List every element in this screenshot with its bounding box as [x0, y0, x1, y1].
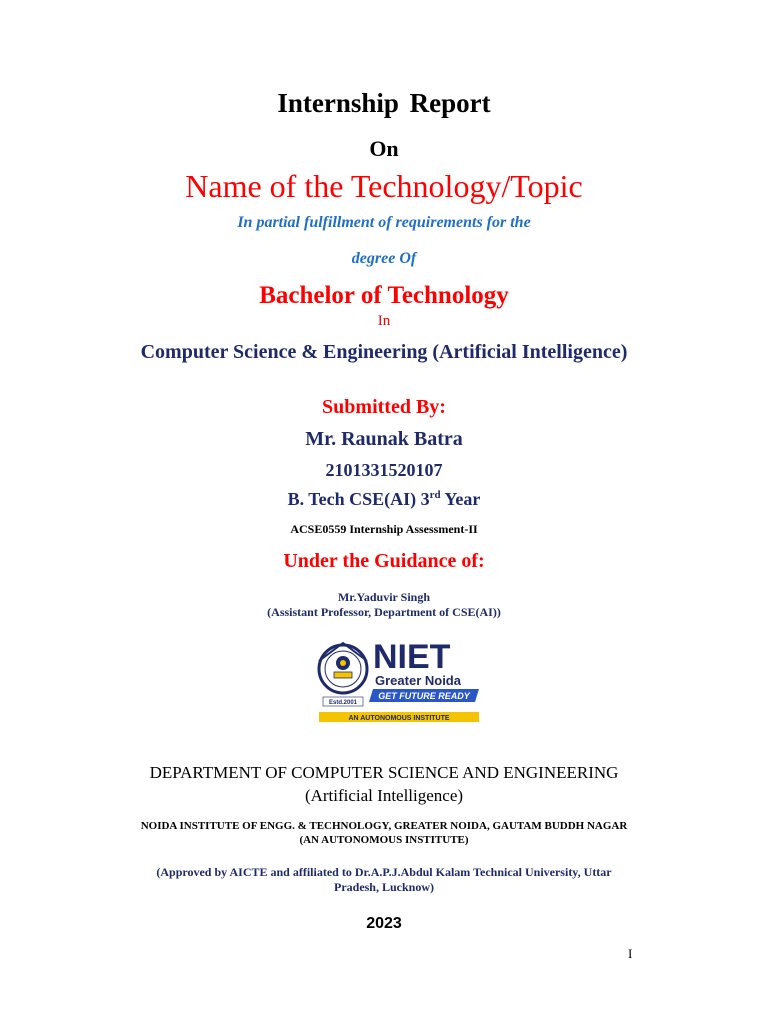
guide-name: Mr.Yaduvir Singh [337, 590, 431, 604]
on-text: On [369, 136, 399, 161]
page-number: I [628, 946, 633, 961]
logo-tagline: GET FUTURE READY [378, 691, 470, 701]
year-superscript: rd [429, 489, 441, 501]
logo-autonomous: AN AUTONOMOUS INSTITUTE [348, 715, 450, 722]
approval-line-2: Pradesh, Lucknow) [333, 880, 434, 894]
guidance-label: Under the Guidance of: [283, 550, 485, 572]
branch-name: Computer Science & Engineering (Artificial Intelligence) [140, 341, 628, 363]
approval-line-1: (Approved by AICTE and affiliated to Dr.A.P.J.Abdul Kalam Technical University, Uttar [156, 865, 612, 879]
logo-name: NIET [373, 638, 451, 676]
student-year [0, 489, 768, 510]
niet-logo [313, 635, 483, 725]
topic-title: Name of the Technology/Topic [185, 168, 583, 204]
guide-designation: (Assistant Professor, Department of CSE(AI)) [267, 605, 501, 619]
roll-number: 2101331520107 [325, 460, 443, 480]
year-suffix: Year [440, 489, 481, 509]
department-name: DEPARTMENT OF COMPUTER SCIENCE AND ENGINEERING [149, 763, 619, 782]
assessment-code: ACSE0559 Internship Assessment-II [290, 522, 478, 536]
report-title: Internship Report [277, 88, 491, 118]
institute-name: NOIDA INSTITUTE OF ENGG. & TECHNOLOGY, GREATER NOIDA, GAUTAM BUDDH NAGAR [140, 820, 628, 832]
department-sub: (Artificial Intelligence) [304, 786, 464, 805]
emblem-icon [319, 643, 367, 706]
report-year: 2023 [366, 915, 402, 932]
logo-city: Greater Noida [375, 673, 461, 688]
institute-sub: (AN AUTONOMOUS INSTITUTE) [299, 834, 469, 846]
degree-of-text: degree Of [351, 250, 417, 267]
logo-established: Estd.2001 [328, 700, 358, 706]
degree-name: Bachelor of Technology [259, 282, 509, 309]
student-name: Mr. Raunak Batra [305, 428, 463, 450]
fulfilment-text: In partial fulfillment of requirements for the [237, 214, 531, 231]
year-prefix: B. Tech CSE(AI) 3 [287, 489, 430, 509]
submitted-by-label: Submitted By: [322, 396, 446, 418]
in-text: In [377, 313, 391, 329]
